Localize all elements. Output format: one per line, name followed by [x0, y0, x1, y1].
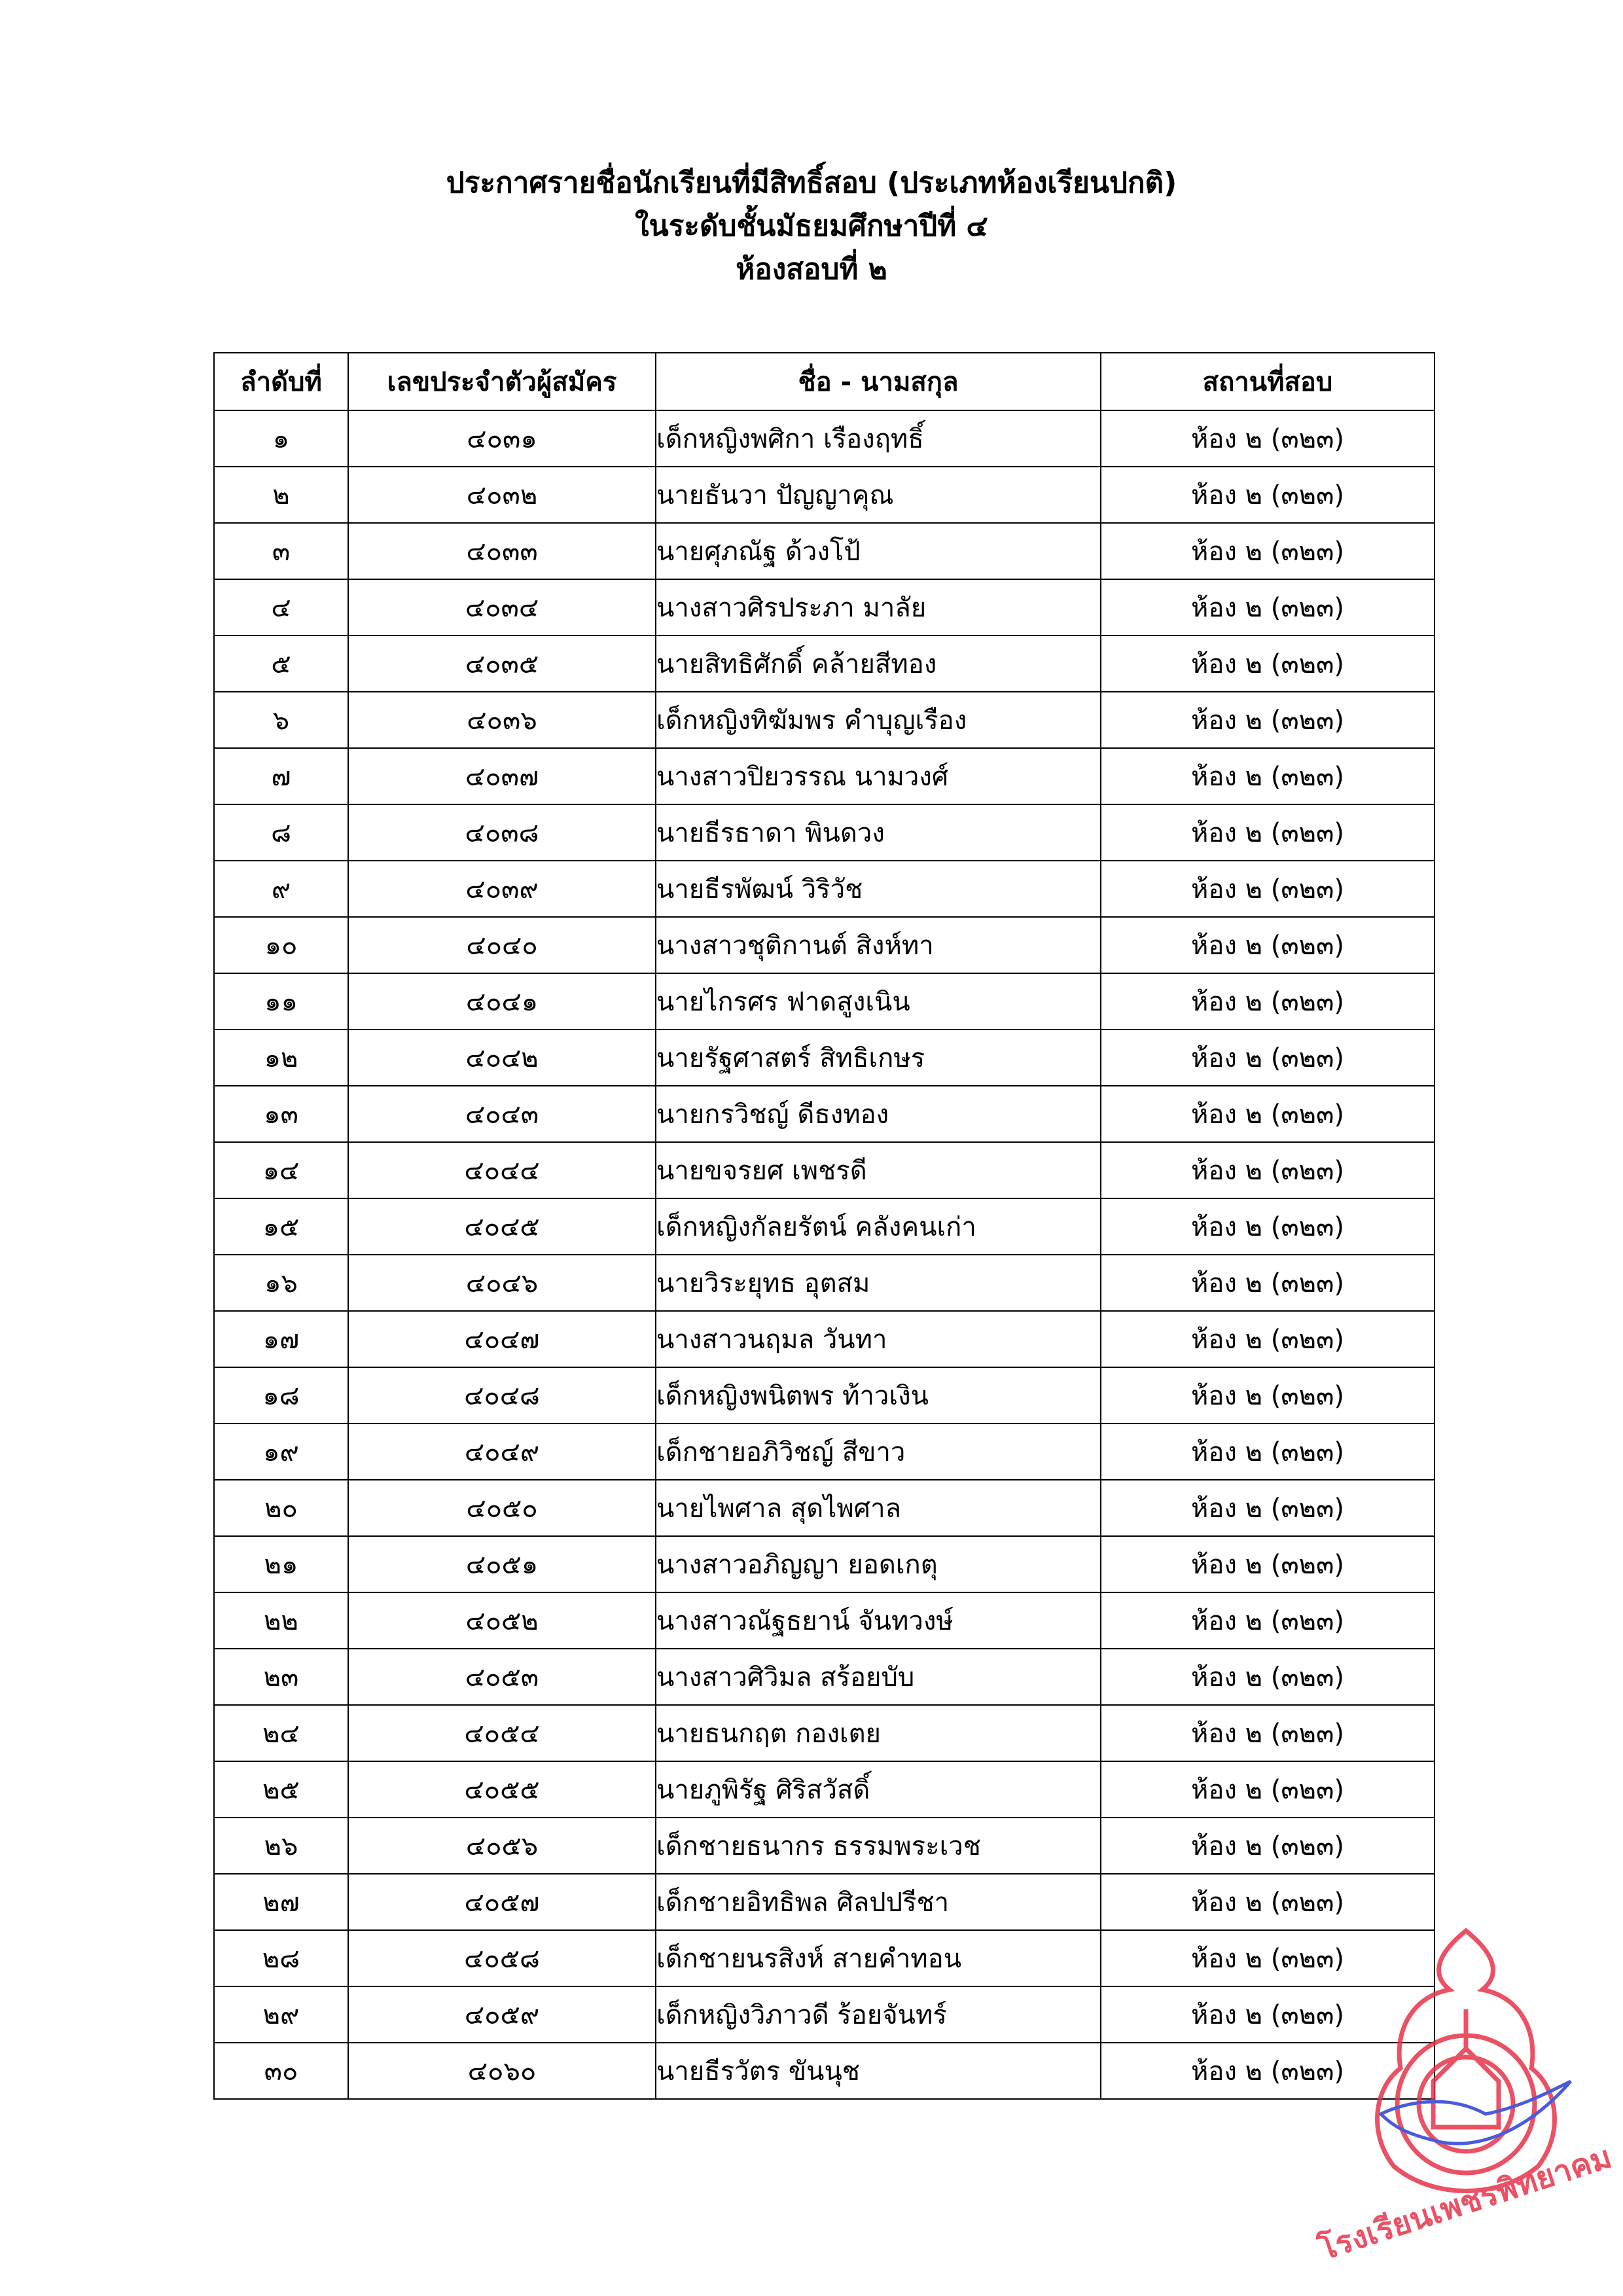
table-row — [214, 1874, 1435, 1930]
row-applicant-id: ๔๐๔๐ — [348, 917, 656, 973]
row-full-name: นางสาวปิยวรรณ นามวงศ์ — [656, 748, 1101, 804]
row-seq-number: ๒๕ — [214, 1761, 348, 1818]
row-full-name: เด็กหญิงพนิตพร ท้าวเงิน — [656, 1367, 1101, 1424]
row-exam-location: ห้อง ๒ (๓๒๓) — [1101, 1705, 1435, 1761]
row-seq-number: ๘ — [214, 804, 348, 861]
row-full-name: เด็กชายธนากร ธรรมพระเวช — [656, 1818, 1101, 1874]
table-row — [214, 748, 1435, 804]
row-exam-location: ห้อง ๒ (๓๒๓) — [1101, 1649, 1435, 1705]
row-applicant-id: ๔๐๕๙ — [348, 1986, 656, 2043]
seal-school-name: โรงเรียนเพชรพิทยาคม — [1314, 2138, 1616, 2268]
row-seq-number: ๓ — [214, 523, 348, 579]
table-row — [214, 1930, 1435, 1986]
row-applicant-id: ๔๐๕๘ — [348, 1930, 656, 1986]
row-full-name: นายไกรศร ฟาดสูงเนิน — [656, 973, 1101, 1030]
row-exam-location: ห้อง ๒ (๓๒๓) — [1101, 1592, 1435, 1649]
row-seq-number: ๒๒ — [214, 1592, 348, 1649]
row-exam-location: ห้อง ๒ (๓๒๓) — [1101, 1142, 1435, 1198]
row-applicant-id: ๔๐๓๓ — [348, 523, 656, 579]
table-row — [214, 579, 1435, 636]
header-seq: ลำดับที่ — [214, 353, 348, 410]
signature-mark — [1381, 2081, 1571, 2144]
row-seq-number: ๔ — [214, 579, 348, 636]
row-seq-number: ๑๑ — [214, 973, 348, 1030]
row-applicant-id: ๔๐๕๖ — [348, 1818, 656, 1874]
row-full-name: เด็กหญิงวิภาวดี ร้อยจันทร์ — [656, 1986, 1101, 2043]
row-applicant-id: ๔๐๔๕ — [348, 1198, 656, 1255]
row-exam-location: ห้อง ๒ (๓๒๓) — [1101, 917, 1435, 973]
table-row — [214, 1536, 1435, 1592]
heading-level: ในระดับชั้นมัธยมศึกษาปีที่ ๔ — [635, 209, 988, 243]
row-seq-number: ๑๙ — [214, 1424, 348, 1480]
row-full-name: นายธีรพัฒน์ วิริวัช — [656, 861, 1101, 917]
row-exam-location: ห้อง ๒ (๓๒๓) — [1101, 861, 1435, 917]
row-exam-location: ห้อง ๒ (๓๒๓) — [1101, 1536, 1435, 1592]
row-seq-number: ๒๘ — [214, 1930, 348, 1986]
row-full-name: นางสาวชุติกานต์ สิงห์ทา — [656, 917, 1101, 973]
row-exam-location: ห้อง ๒ (๓๒๓) — [1101, 1198, 1435, 1255]
row-exam-location: ห้อง ๒ (๓๒๓) — [1101, 1030, 1435, 1086]
row-applicant-id: ๔๐๓๗ — [348, 748, 656, 804]
row-exam-location: ห้อง ๒ (๓๒๓) — [1101, 1930, 1435, 1986]
row-exam-location: ห้อง ๒ (๓๒๓) — [1101, 523, 1435, 579]
row-full-name: นายขจรยศ เพชรดี — [656, 1142, 1101, 1198]
header-applicant-id: เลขประจำตัวผู้สมัคร — [348, 353, 656, 410]
row-exam-location: ห้อง ๒ (๓๒๓) — [1101, 467, 1435, 523]
row-seq-number: ๑๗ — [214, 1311, 348, 1367]
row-seq-number: ๒๓ — [214, 1649, 348, 1705]
row-full-name: นางสาวนฤมล วันทา — [656, 1311, 1101, 1367]
row-applicant-id: ๔๐๔๖ — [348, 1255, 656, 1311]
row-seq-number: ๑๕ — [214, 1198, 348, 1255]
row-seq-number: ๑๒ — [214, 1030, 348, 1086]
row-full-name: เด็กหญิงทิฆัมพร คำบุญเรือง — [656, 692, 1101, 748]
row-seq-number: ๑๐ — [214, 917, 348, 973]
row-full-name: เด็กชายอิทธิพล ศิลปปรีชา — [656, 1874, 1101, 1930]
row-full-name: นายภูพิรัฐ ศิริสวัสดิ์ — [656, 1761, 1101, 1818]
school-seal-stamp — [1314, 1918, 1616, 2268]
table-row — [214, 973, 1435, 1030]
row-applicant-id: ๔๐๔๒ — [348, 1030, 656, 1086]
row-applicant-id: ๔๐๓๕ — [348, 636, 656, 692]
row-seq-number: ๒๔ — [214, 1705, 348, 1761]
table-row — [214, 1649, 1435, 1705]
row-applicant-id: ๔๐๓๘ — [348, 804, 656, 861]
row-applicant-id: ๔๐๓๙ — [348, 861, 656, 917]
row-exam-location: ห้อง ๒ (๓๒๓) — [1101, 692, 1435, 748]
table-row — [214, 1592, 1435, 1649]
row-full-name: นางสาวอภิญญา ยอดเกตุ — [656, 1536, 1101, 1592]
row-full-name: เด็กหญิงกัลยรัตน์ คลังคนเก่า — [656, 1198, 1101, 1255]
row-full-name: เด็กหญิงพศิกา เรืองฤทธิ์ — [656, 410, 1101, 467]
table-row — [214, 1424, 1435, 1480]
row-applicant-id: ๔๐๔๗ — [348, 1311, 656, 1367]
table-body — [214, 410, 1435, 2099]
row-applicant-id: ๔๐๕๔ — [348, 1705, 656, 1761]
row-full-name: นายธีรธาดา พินดวง — [656, 804, 1101, 861]
row-seq-number: ๒๑ — [214, 1536, 348, 1592]
header-exam-location: สถานที่สอบ — [1101, 353, 1435, 410]
row-exam-location: ห้อง ๒ (๓๒๓) — [1101, 1480, 1435, 1536]
heading-exam-room: ห้องสอบที่ ๒ — [736, 253, 887, 286]
row-applicant-id: ๔๐๓๔ — [348, 579, 656, 636]
row-full-name: นายศุภณัฐ ด้วงโป้ — [656, 523, 1101, 579]
row-exam-location: ห้อง ๒ (๓๒๓) — [1101, 1311, 1435, 1367]
row-exam-location: ห้อง ๒ (๓๒๓) — [1101, 2043, 1435, 2099]
row-applicant-id: ๔๐๕๕ — [348, 1761, 656, 1818]
row-seq-number: ๒๖ — [214, 1818, 348, 1874]
table-row — [214, 1255, 1435, 1311]
row-applicant-id: ๔๐๕๗ — [348, 1874, 656, 1930]
table-row — [214, 1367, 1435, 1424]
row-applicant-id: ๔๐๖๐ — [348, 2043, 656, 2099]
row-exam-location: ห้อง ๒ (๓๒๓) — [1101, 636, 1435, 692]
row-full-name: นายธีรวัตร ขันนุช — [656, 2043, 1101, 2099]
table-row — [214, 692, 1435, 748]
table-row — [214, 410, 1435, 467]
row-applicant-id: ๔๐๔๓ — [348, 1086, 656, 1142]
table-row — [214, 1986, 1435, 2043]
row-applicant-id: ๔๐๓๖ — [348, 692, 656, 748]
row-full-name: นางสาวศิวิมล สร้อยบับ — [656, 1649, 1101, 1705]
row-seq-number: ๑๖ — [214, 1255, 348, 1311]
row-seq-number: ๒๗ — [214, 1874, 348, 1930]
table-row — [214, 467, 1435, 523]
row-applicant-id: ๔๐๓๒ — [348, 467, 656, 523]
row-applicant-id: ๔๐๕๓ — [348, 1649, 656, 1705]
row-applicant-id: ๔๐๕๑ — [348, 1536, 656, 1592]
table-row — [214, 804, 1435, 861]
row-exam-location: ห้อง ๒ (๓๒๓) — [1101, 1818, 1435, 1874]
row-exam-location: ห้อง ๒ (๓๒๓) — [1101, 804, 1435, 861]
row-full-name: นางสาวณัฐธยาน์ จันทวงษ์ — [656, 1592, 1101, 1649]
row-exam-location: ห้อง ๒ (๓๒๓) — [1101, 1986, 1435, 2043]
row-full-name: นายสิทธิศักดิ์ คล้ายสีทอง — [656, 636, 1101, 692]
row-seq-number: ๒๐ — [214, 1480, 348, 1536]
row-exam-location: ห้อง ๒ (๓๒๓) — [1101, 1367, 1435, 1424]
row-seq-number: ๑๓ — [214, 1086, 348, 1142]
row-full-name: เด็กชายอภิวิชญ์ สีขาว — [656, 1424, 1101, 1480]
table-row — [214, 1818, 1435, 1874]
candidate-table — [213, 352, 1435, 2100]
row-applicant-id: ๔๐๔๘ — [348, 1367, 656, 1424]
row-exam-location: ห้อง ๒ (๓๒๓) — [1101, 748, 1435, 804]
row-seq-number: ๒๙ — [214, 1986, 348, 2043]
table-row — [214, 1086, 1435, 1142]
row-full-name: นายวิระยุทธ อุตสม — [656, 1255, 1101, 1311]
table-row — [214, 523, 1435, 579]
row-full-name: นายไพศาล สุดไพศาล — [656, 1480, 1101, 1536]
row-applicant-id: ๔๐๕๒ — [348, 1592, 656, 1649]
row-exam-location: ห้อง ๒ (๓๒๓) — [1101, 1874, 1435, 1930]
row-seq-number: ๒ — [214, 467, 348, 523]
row-exam-location: ห้อง ๒ (๓๒๓) — [1101, 1424, 1435, 1480]
row-full-name: นายกรวิชญ์ ดีธงทอง — [656, 1086, 1101, 1142]
table-row — [214, 1198, 1435, 1255]
row-exam-location: ห้อง ๒ (๓๒๓) — [1101, 579, 1435, 636]
row-applicant-id: ๔๐๔๔ — [348, 1142, 656, 1198]
table-row — [214, 861, 1435, 917]
row-seq-number: ๑๔ — [214, 1142, 348, 1198]
table-row — [214, 1030, 1435, 1086]
row-exam-location: ห้อง ๒ (๓๒๓) — [1101, 1255, 1435, 1311]
row-seq-number: ๗ — [214, 748, 348, 804]
row-exam-location: ห้อง ๒ (๓๒๓) — [1101, 1761, 1435, 1818]
row-exam-location: ห้อง ๒ (๓๒๓) — [1101, 1086, 1435, 1142]
header-full-name: ชื่อ - นามสกุล — [656, 353, 1101, 410]
heading-title: ประกาศรายชื่อนักเรียนที่มีสิทธิ์สอบ (ประเภทห้องเรียนปกติ) — [446, 166, 1177, 200]
row-applicant-id: ๔๐๓๑ — [348, 410, 656, 467]
row-exam-location: ห้อง ๒ (๓๒๓) — [1101, 973, 1435, 1030]
row-full-name: เด็กชายนรสิงห์ สายคำทอน — [656, 1930, 1101, 1986]
row-applicant-id: ๔๐๕๐ — [348, 1480, 656, 1536]
table-row — [214, 2043, 1435, 2099]
header-row — [214, 353, 1435, 410]
row-applicant-id: ๔๐๔๑ — [348, 973, 656, 1030]
row-full-name: นายธันวา ปัญญาคุณ — [656, 467, 1101, 523]
table-header — [214, 353, 1435, 410]
table-row — [214, 1142, 1435, 1198]
row-seq-number: ๑๘ — [214, 1367, 348, 1424]
table-row — [214, 636, 1435, 692]
table-row — [214, 1761, 1435, 1818]
row-seq-number: ๓๐ — [214, 2043, 348, 2099]
table-row — [214, 917, 1435, 973]
row-full-name: นางสาวศิรประภา มาลัย — [656, 579, 1101, 636]
row-exam-location: ห้อง ๒ (๓๒๓) — [1101, 410, 1435, 467]
row-full-name: นายรัฐศาสตร์ สิทธิเกษร — [656, 1030, 1101, 1086]
row-seq-number: ๕ — [214, 636, 348, 692]
row-seq-number: ๑ — [214, 410, 348, 467]
row-full-name: นายธนกฤต กองเตย — [656, 1705, 1101, 1761]
row-applicant-id: ๔๐๔๙ — [348, 1424, 656, 1480]
row-seq-number: ๖ — [214, 692, 348, 748]
announcement-heading — [0, 164, 1623, 293]
row-seq-number: ๙ — [214, 861, 348, 917]
table-row — [214, 1705, 1435, 1761]
table-row — [214, 1311, 1435, 1367]
table-row — [214, 1480, 1435, 1536]
